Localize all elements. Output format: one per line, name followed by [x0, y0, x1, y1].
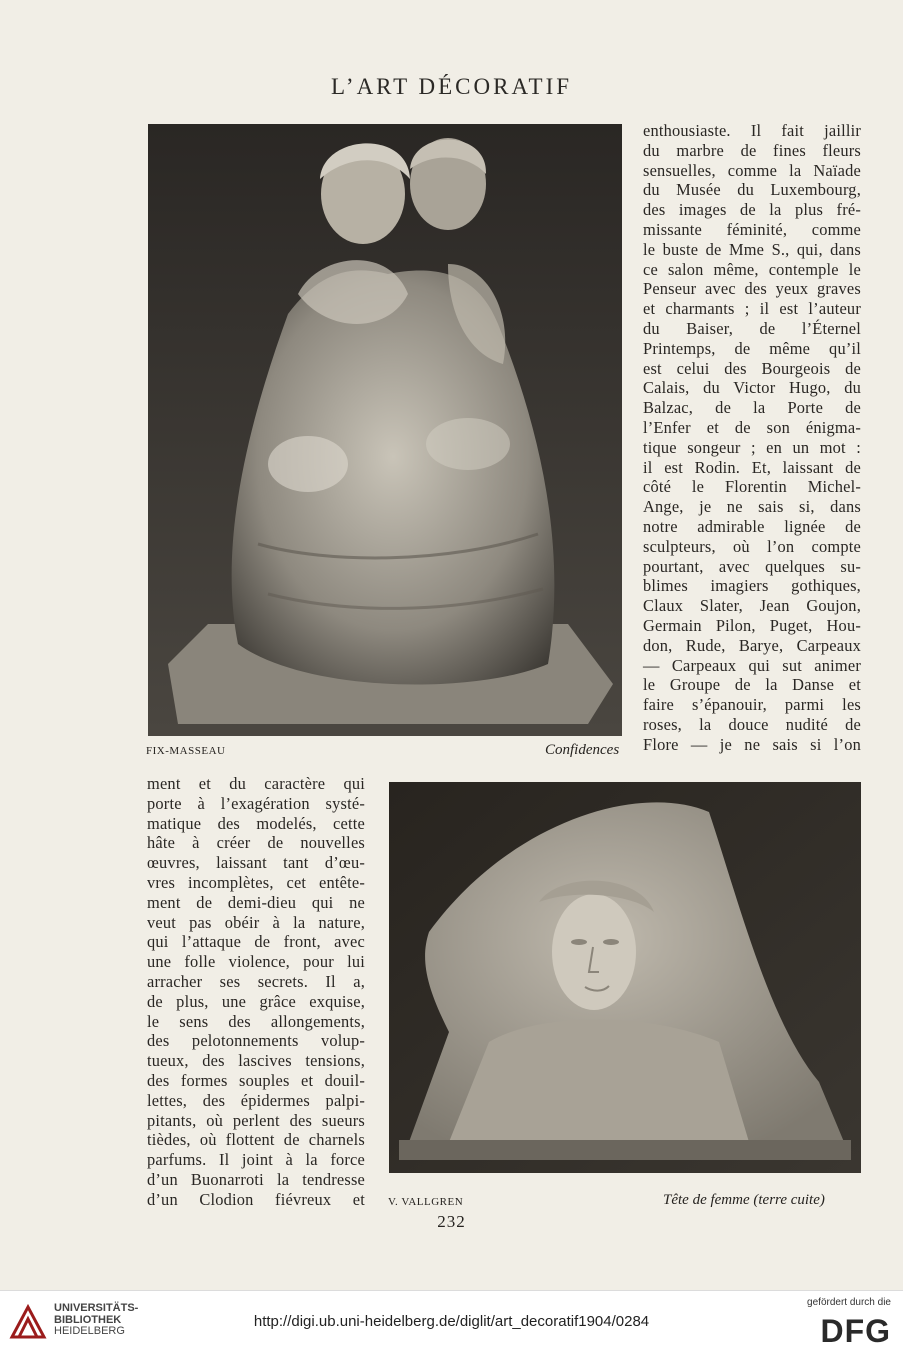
- text-line: Germain Pilon, Puget, Hou-: [643, 615, 861, 635]
- text-line: qui l’attaque de front, avec: [147, 932, 365, 952]
- text-line: blimes imagiers gothiques,: [643, 576, 861, 596]
- dfg-logo: DFG: [820, 1313, 891, 1349]
- text-line: pitants, où perlent des sueurs: [147, 1110, 365, 1130]
- text-line: veut pas obéir à la nature,: [147, 912, 365, 932]
- text-line: côté le Florentin Michel-: [643, 477, 861, 497]
- text-line: enthousiaste. Il fait jaillir: [643, 121, 861, 140]
- text-line: il est Rodin. Et, laissant de: [643, 457, 861, 477]
- figure2-artist-caption: V. VALLGREN: [388, 1196, 464, 1208]
- text-line: ment et du caractère qui: [147, 774, 365, 793]
- right-text-column: [643, 121, 861, 755]
- text-line: — Carpeaux qui sut animer: [643, 655, 861, 675]
- funder-label: gefördert durch die: [807, 1297, 891, 1308]
- text-line: porte à l’exagération systé-: [147, 793, 365, 813]
- figure1-title-caption: Confidences: [545, 742, 620, 758]
- text-line: matique des modelés, cette: [147, 813, 365, 833]
- text-line: l’Enfer et de son énigma-: [643, 417, 861, 437]
- text-line: faire s’épanouir, parmi les: [643, 695, 861, 715]
- text-line: œuvres, laissant tant d’œu-: [147, 853, 365, 873]
- text-line: une folle violence, pour lui: [147, 952, 365, 972]
- text-line: du Musée du Luxembourg,: [643, 180, 861, 200]
- text-line: des pelotonnements volup-: [147, 1031, 365, 1051]
- text-line: sensuelles, comme la Naïade: [643, 160, 861, 180]
- text-line: lettes, des épidermes palpi-: [147, 1090, 365, 1110]
- university-library-name: UNIVERSITÄTS- BIBLIOTHEK HEIDELBERG: [54, 1302, 139, 1337]
- running-header: L’ART DÉCORATIF: [330, 74, 573, 99]
- text-line: Flore — je ne sais si l’on: [643, 734, 861, 754]
- figure1-artist-caption: FIX-MASSEAU: [146, 745, 226, 757]
- text-line: don, Rude, Barye, Carpeaux: [643, 635, 861, 655]
- text-line: est celui des Bourgeois de: [643, 358, 861, 378]
- text-line: Balzac, de la Porte de: [643, 398, 861, 418]
- text-line: hâte à créer de nouvelles: [147, 833, 365, 853]
- page-number: 232: [437, 1212, 466, 1231]
- text-line: missante féminité, comme: [643, 219, 861, 239]
- text-line: ce salon même, contemple le: [643, 259, 861, 279]
- text-line: roses, la douce nudité de: [643, 714, 861, 734]
- figure2-title-caption: Tête de femme (terre cuite): [663, 1192, 825, 1208]
- text-line: Penseur avec des yeux graves: [643, 279, 861, 299]
- figure-tete-de-femme-image: [389, 782, 861, 1173]
- text-line: sculpteurs, où l’on compte: [643, 536, 861, 556]
- text-line: Calais, du Victor Hugo, du: [643, 378, 861, 398]
- text-line: arracher ses secrets. Il a,: [147, 971, 365, 991]
- text-line: du marbre de fines fleurs: [643, 140, 861, 160]
- text-line: du Baiser, de l’Éternel: [643, 318, 861, 338]
- text-line: Ange, je ne sais si, dans: [643, 497, 861, 517]
- text-line: tique songeur ; en un mot :: [643, 437, 861, 457]
- figure-confidences-image: [148, 124, 622, 736]
- text-line: tièdes, où flottent de charnels: [147, 1130, 365, 1150]
- left-text-column: [147, 774, 365, 1210]
- text-line: tueux, des lascives tensions,: [147, 1051, 365, 1071]
- text-line: des images de la plus fré-: [643, 200, 861, 220]
- text-line: vres incomplètes, cet entête-: [147, 872, 365, 892]
- text-line: pourtant, avec quelques su-: [643, 556, 861, 576]
- text-line: de plus, une grâce exquise,: [147, 991, 365, 1011]
- viewer-footer: [0, 1290, 903, 1355]
- text-line: ment de demi-dieu qui ne: [147, 892, 365, 912]
- text-line: Printemps, de même qu’il: [643, 338, 861, 358]
- source-url-link[interactable]: http://digi.ub.uni-heidelberg.de/diglit/art_decoratif1904/0284: [253, 1313, 650, 1330]
- text-line: des formes souples et douil-: [147, 1070, 365, 1090]
- text-line: le Groupe de la Danse et: [643, 675, 861, 695]
- text-line: d’un Clodion fiévreux et: [147, 1189, 365, 1209]
- text-line: et charmants ; il est l’auteur: [643, 299, 861, 319]
- text-line: Claux Slater, Jean Goujon,: [643, 596, 861, 616]
- text-line: le sens des allongements,: [147, 1011, 365, 1031]
- text-line: le buste de Mme S., qui, dans: [643, 239, 861, 259]
- text-line: parfums. Il joint à la force: [147, 1150, 365, 1170]
- text-line: d’un Buonarroti la tendresse: [147, 1169, 365, 1189]
- text-line: notre admirable lignée de: [643, 516, 861, 536]
